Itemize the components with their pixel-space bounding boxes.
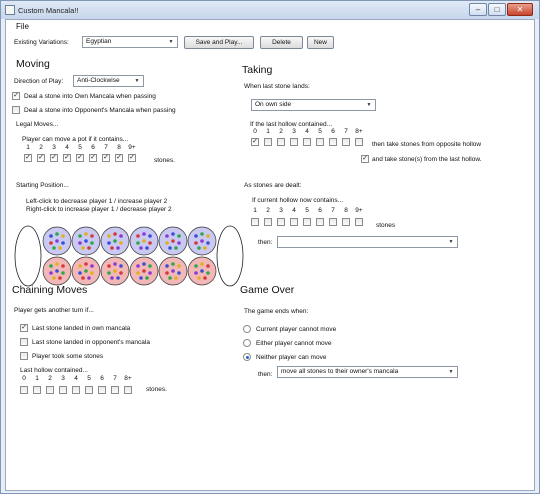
- dealt-hollow-number: 1: [253, 207, 257, 214]
- legal-move-number: 9+: [128, 144, 136, 151]
- end-either-radio[interactable]: [243, 339, 251, 347]
- dealt-hollow-checkbox[interactable]: [329, 218, 337, 226]
- chain-own-checkbox[interactable]: ✓: [21, 324, 27, 331]
- take-hollow-checkbox[interactable]: [355, 138, 363, 146]
- take-last-label: and take stone(s) from the last hollow.: [372, 156, 482, 163]
- take-hollow-number: 2: [279, 128, 283, 135]
- legal-move-checkbox[interactable]: ✓: [116, 154, 122, 161]
- dealt-hollow-checkbox[interactable]: [355, 218, 363, 226]
- dealt-hollow-number: 7: [331, 207, 335, 214]
- legal-move-checkbox[interactable]: ✓: [103, 154, 109, 161]
- stone: [139, 246, 143, 250]
- legal-move-checkbox[interactable]: ✓: [129, 154, 135, 161]
- stone: [171, 262, 175, 266]
- own-mancala-checkbox[interactable]: ✓: [13, 92, 19, 99]
- take-hollow-number: 1: [266, 128, 270, 135]
- stone: [116, 246, 120, 250]
- stone: [55, 239, 59, 243]
- chain-hollow-number: 5: [87, 375, 91, 382]
- stone: [206, 241, 210, 245]
- stone: [148, 264, 152, 268]
- legal-move-checkbox[interactable]: ✓: [38, 154, 44, 161]
- taking-heading: Taking: [242, 64, 273, 76]
- chevron-down-icon: ▼: [448, 369, 454, 375]
- stone: [203, 276, 207, 280]
- legal-moves-stones: stones.: [154, 157, 175, 164]
- chevron-down-icon: ▼: [448, 239, 454, 245]
- dealt-hollow-number: 9+: [355, 207, 363, 214]
- stone: [113, 239, 117, 243]
- chain-own-label: Last stone landed in own mancala: [32, 325, 131, 332]
- stone: [194, 241, 198, 245]
- maximize-button[interactable]: □: [488, 3, 506, 16]
- lands-value: On own side: [255, 101, 292, 108]
- stone: [145, 276, 149, 280]
- legal-move-number: 8: [117, 144, 121, 151]
- when-lands-label: When last stone lands:: [244, 83, 310, 90]
- chain-opp-checkbox[interactable]: [20, 338, 28, 346]
- stone: [136, 271, 140, 275]
- stone: [90, 234, 94, 238]
- stone: [90, 264, 94, 268]
- stone: [197, 246, 201, 250]
- stone: [110, 276, 114, 280]
- end-current-radio[interactable]: [243, 325, 251, 333]
- take-hollow-number: 7: [344, 128, 348, 135]
- legal-move-number: 2: [39, 144, 43, 151]
- dealt-stones: stones: [376, 222, 396, 229]
- dealt-hollow-number: 8: [344, 207, 348, 214]
- legal-move-checkbox[interactable]: ✓: [64, 154, 70, 161]
- stone: [194, 234, 198, 238]
- legal-move-checkbox[interactable]: ✓: [25, 154, 31, 161]
- stone: [200, 262, 204, 266]
- stone: [177, 271, 181, 275]
- stone: [168, 246, 172, 250]
- stone: [148, 234, 152, 238]
- stone: [84, 269, 88, 273]
- chain-hollow-number: 2: [48, 375, 52, 382]
- opp-mancala-label: Deal a stone into Opponent's Mancala when passing: [24, 107, 176, 114]
- opp-mancala-checkbox[interactable]: [12, 106, 20, 114]
- starting-position-label: Starting Position...: [16, 182, 69, 189]
- stone: [58, 246, 62, 250]
- stone: [61, 241, 65, 245]
- stone: [81, 276, 85, 280]
- stone: [174, 276, 178, 280]
- chain-hollow-number: 0: [22, 375, 26, 382]
- take-hollow-checkbox[interactable]: [329, 138, 337, 146]
- starting-hint-right: Right-click to increase player 1 / decrease player 2: [26, 206, 172, 213]
- stone: [52, 246, 56, 250]
- stone: [113, 262, 117, 266]
- stone: [145, 246, 149, 250]
- stone: [55, 262, 59, 266]
- legal-move-checkbox[interactable]: ✓: [51, 154, 57, 161]
- take-hollow-checkbox[interactable]: [303, 138, 311, 146]
- save-and-play-button[interactable]: Save and Play...: [184, 36, 254, 49]
- chevron-down-icon: ▼: [366, 102, 372, 108]
- chain-hollow-checkbox[interactable]: [59, 386, 67, 394]
- app-icon: [5, 5, 15, 15]
- stone: [203, 246, 207, 250]
- current-hollow-label: If current hollow now contains...: [252, 197, 344, 204]
- end-neither-label: Neither player can move: [256, 354, 327, 361]
- stone: [87, 246, 91, 250]
- stone: [61, 264, 65, 268]
- variations-value: Egyptian: [86, 38, 112, 45]
- dealt-label: As stones are dealt:: [244, 182, 302, 189]
- stone: [177, 241, 181, 245]
- stone: [61, 271, 65, 275]
- chain-hollow-number: 8+: [124, 375, 132, 382]
- take-hollow-checkbox[interactable]: [316, 138, 324, 146]
- direction-label: Direction of Play:: [14, 78, 64, 85]
- stone: [61, 234, 65, 238]
- last-hollow-label: If the last hollow contained...: [250, 121, 333, 128]
- ends-when-label: The game ends when:: [244, 308, 309, 315]
- legal-move-number: 5: [78, 144, 82, 151]
- stone: [81, 246, 85, 250]
- stone: [90, 241, 94, 245]
- chain-hollow-number: 1: [35, 375, 39, 382]
- stone: [136, 241, 140, 245]
- stone: [171, 269, 175, 273]
- stone: [165, 271, 169, 275]
- stone: [165, 241, 169, 245]
- end-neither-radio[interactable]: [243, 353, 251, 361]
- stone: [107, 234, 111, 238]
- take-hollow-number: 3: [292, 128, 296, 135]
- dealt-hollow-number: 3: [279, 207, 283, 214]
- dealt-hollow-checkbox[interactable]: [342, 218, 350, 226]
- minimize-button[interactable]: –: [469, 3, 487, 16]
- take-hollow-checkbox[interactable]: [290, 138, 298, 146]
- legal-move-checkbox[interactable]: ✓: [90, 154, 96, 161]
- stone: [165, 234, 169, 238]
- stone: [55, 232, 59, 236]
- stone: [119, 241, 123, 245]
- stone: [78, 264, 82, 268]
- chain-last-hollow-label: Last hollow contained...: [20, 367, 88, 374]
- stone: [136, 234, 140, 238]
- stone: [177, 234, 181, 238]
- direction-select[interactable]: [73, 75, 144, 87]
- end-current-label: Current player cannot move: [256, 326, 337, 333]
- chain-hollow-number: 4: [74, 375, 78, 382]
- stone: [194, 264, 198, 268]
- stone: [90, 271, 94, 275]
- gameover-then-select[interactable]: [277, 366, 458, 378]
- chain-hollow-number: 3: [61, 375, 65, 382]
- stone: [177, 264, 181, 268]
- gameover-heading: Game Over: [240, 284, 295, 296]
- take-hollow-checkbox[interactable]: [342, 138, 350, 146]
- stone: [113, 232, 117, 236]
- stone: [142, 239, 146, 243]
- stone: [107, 264, 111, 268]
- take-hollow-number: 8+: [355, 128, 363, 135]
- gameover-then-value: move all stones to their owner's mancala: [281, 368, 399, 375]
- take-last-checkbox[interactable]: ✓: [362, 155, 368, 162]
- take-hollow-number: 5: [318, 128, 322, 135]
- own-mancala-label: Deal a stone into Own Mancala when passing: [24, 93, 156, 100]
- chain-hollow-checkbox[interactable]: [46, 386, 54, 394]
- stone: [142, 232, 146, 236]
- dealt-hollow-checkbox[interactable]: [277, 218, 285, 226]
- chain-hollow-checkbox[interactable]: [33, 386, 41, 394]
- gameover-then-label: then:: [258, 371, 273, 378]
- stone: [194, 271, 198, 275]
- stone: [113, 269, 117, 273]
- stone: [78, 241, 82, 245]
- stone: [49, 271, 53, 275]
- take-hollow-checkbox[interactable]: [264, 138, 272, 146]
- legal-move-number: 7: [104, 144, 108, 151]
- chain-hollow-checkbox[interactable]: [20, 386, 28, 394]
- chaining-heading: Chaining Moves: [12, 284, 88, 296]
- chain-hollow-number: 7: [113, 375, 117, 382]
- dealt-hollow-checkbox[interactable]: [316, 218, 324, 226]
- stone: [110, 246, 114, 250]
- stone: [49, 234, 53, 238]
- legal-moves-label: Legal Moves...: [16, 121, 59, 128]
- stone: [107, 271, 111, 275]
- stone: [119, 271, 123, 275]
- stone: [84, 239, 88, 243]
- moving-heading: Moving: [16, 58, 50, 70]
- stone: [78, 271, 82, 275]
- title-bar: [1, 1, 539, 19]
- legal-move-number: 3: [52, 144, 56, 151]
- stone: [84, 232, 88, 236]
- chain-stones: stones.: [146, 386, 167, 393]
- chain-hollow-checkbox[interactable]: [124, 386, 132, 394]
- chain-took-checkbox[interactable]: [20, 352, 28, 360]
- direction-value: Anti-Clockwise: [77, 77, 120, 84]
- dealt-hollow-number: 6: [318, 207, 322, 214]
- stone: [200, 239, 204, 243]
- chain-hollow-number: 6: [100, 375, 104, 382]
- legal-move-number: 4: [65, 144, 69, 151]
- stone: [168, 276, 172, 280]
- new-button[interactable]: New: [307, 36, 334, 49]
- stone: [174, 246, 178, 250]
- stone: [142, 269, 146, 273]
- dealt-hollow-checkbox[interactable]: [264, 218, 272, 226]
- variations-select[interactable]: [82, 36, 178, 48]
- dealt-hollow-number: 5: [305, 207, 309, 214]
- mancala-right[interactable]: [217, 226, 243, 286]
- delete-button[interactable]: Delete: [260, 36, 303, 49]
- mancala-left[interactable]: [15, 226, 41, 286]
- take-hollow-checkbox[interactable]: ✓: [252, 138, 258, 145]
- stone: [197, 276, 201, 280]
- stone: [119, 264, 123, 268]
- stone: [49, 264, 53, 268]
- stone: [116, 276, 120, 280]
- stone: [200, 269, 204, 273]
- take-hollow-number: 0: [253, 128, 257, 135]
- variations-label: Existing Variations:: [14, 39, 69, 46]
- chevron-down-icon: ▼: [134, 78, 140, 84]
- menu-bar: [6, 20, 534, 33]
- chain-took-label: Player took some stones: [32, 353, 104, 360]
- stone: [206, 271, 210, 275]
- chain-hollow-checkbox[interactable]: [72, 386, 80, 394]
- legal-move-checkbox[interactable]: ✓: [77, 154, 83, 161]
- stone: [206, 264, 210, 268]
- lands-select[interactable]: [251, 99, 376, 111]
- chain-hollow-checkbox[interactable]: [98, 386, 106, 394]
- starting-hint-left: Left-click to decrease player 1 / increase player 2: [26, 198, 168, 205]
- chain-hollow-checkbox[interactable]: [111, 386, 119, 394]
- stone: [87, 276, 91, 280]
- window-title: Custom Mancala!!: [18, 6, 79, 15]
- take-hollow-number: 4: [305, 128, 309, 135]
- dealt-then-label: then:: [258, 239, 273, 246]
- legal-move-number: 1: [26, 144, 30, 151]
- take-opposite-label: then take stones from opposite hollow: [372, 141, 482, 148]
- stone: [49, 241, 53, 245]
- close-button[interactable]: ✕: [507, 3, 533, 16]
- stone: [171, 239, 175, 243]
- dealt-then-select[interactable]: [277, 236, 458, 248]
- legal-move-number: 6: [91, 144, 95, 151]
- take-hollow-checkbox[interactable]: [277, 138, 285, 146]
- stone: [139, 276, 143, 280]
- dealt-hollow-number: 4: [292, 207, 296, 214]
- another-turn-label: Player gets another turn if...: [14, 307, 94, 314]
- stone: [148, 271, 152, 275]
- stone: [52, 276, 56, 280]
- mancala-board[interactable]: [14, 223, 244, 289]
- pot-contains-label: Player can move a pot if it contains...: [22, 136, 129, 143]
- dealt-hollow-checkbox[interactable]: [303, 218, 311, 226]
- chevron-down-icon: ▼: [168, 39, 174, 45]
- stone: [58, 276, 62, 280]
- stone: [119, 234, 123, 238]
- chain-opp-label: Last stone landed in opponent's mancala: [32, 339, 150, 346]
- stone: [136, 264, 140, 268]
- stone: [142, 262, 146, 266]
- stone: [200, 232, 204, 236]
- stone: [148, 241, 152, 245]
- stone: [55, 269, 59, 273]
- stone: [206, 234, 210, 238]
- stone: [165, 264, 169, 268]
- stone: [84, 262, 88, 266]
- take-hollow-number: 6: [331, 128, 335, 135]
- stone: [78, 234, 82, 238]
- dealt-hollow-checkbox[interactable]: [251, 218, 259, 226]
- stone: [107, 241, 111, 245]
- dealt-hollow-number: 2: [266, 207, 270, 214]
- chain-hollow-checkbox[interactable]: [85, 386, 93, 394]
- menu-file[interactable]: File: [16, 22, 29, 31]
- dealt-hollow-checkbox[interactable]: [290, 218, 298, 226]
- client-area: [5, 19, 535, 491]
- stone: [171, 232, 175, 236]
- end-either-label: Either player cannot move: [256, 340, 332, 347]
